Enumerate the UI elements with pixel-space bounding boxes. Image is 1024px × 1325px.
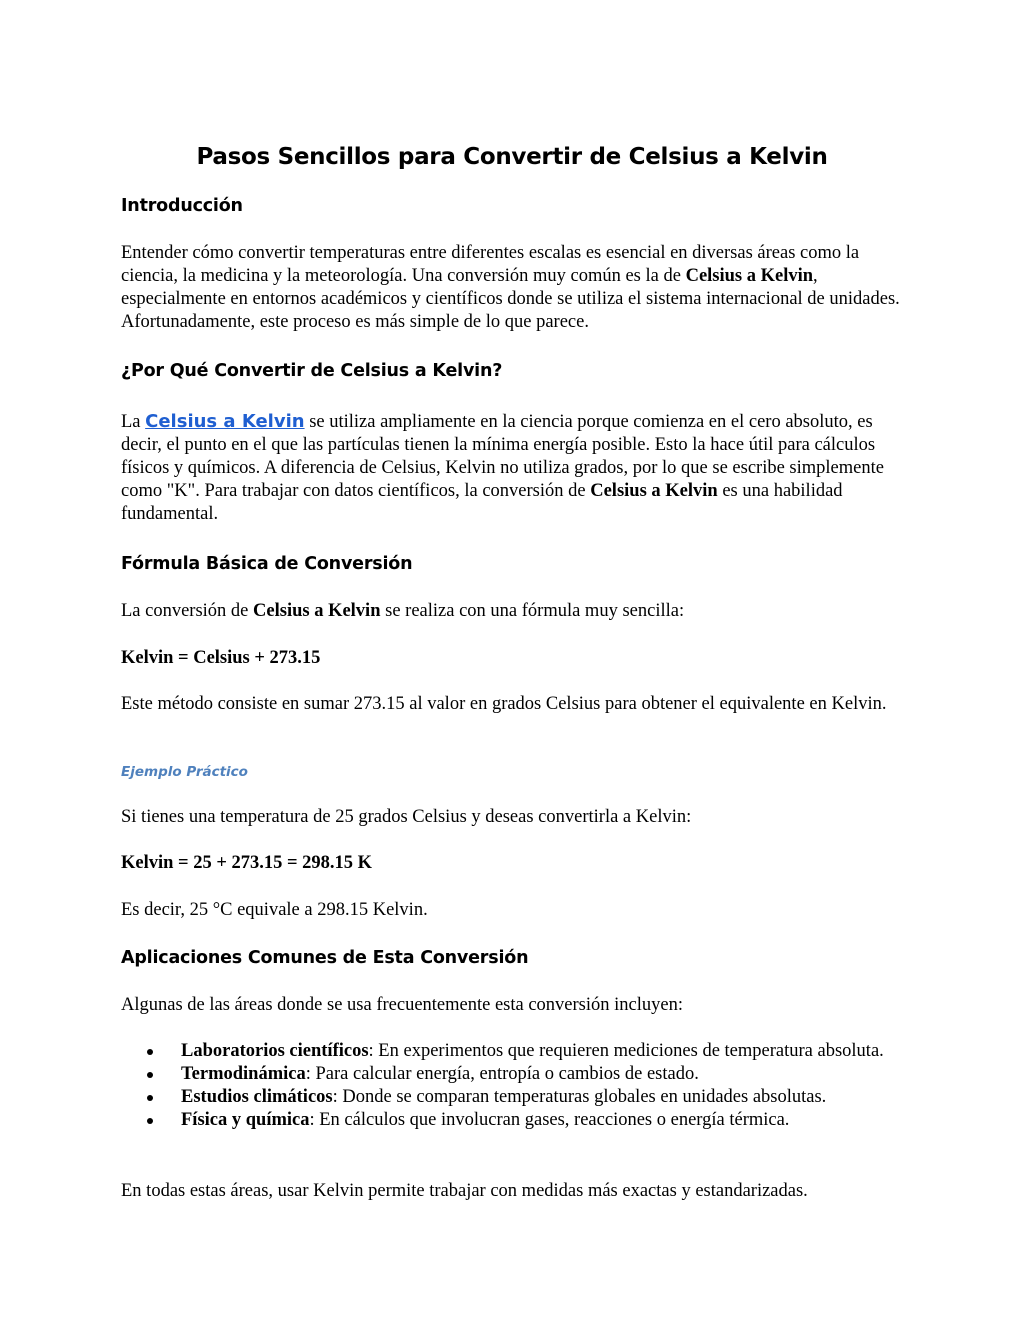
document-title: Pasos Sencillos para Convertir de Celsius a Kelvin bbox=[196, 144, 828, 170]
why-paragraph: La Celsius a Kelvin se utiliza ampliamente en la ciencia porque comienza en el cero absoluto, es decir, el punto en el que las partículas tienen la mínima energía posible. Esto la hace útil para cálculos físicos y químicos. A diferencia de Celsius, Kelvin no utiliza grados, por lo que se escribe simplemente como "K". Para trabajar con datos científicos, la conversión de Celsius a Kelvin es una habilidad fundamental. bbox=[121, 411, 884, 524]
why-bold-term: Celsius a Kelvin bbox=[590, 481, 718, 501]
heading-introduction: Introducción bbox=[121, 196, 243, 216]
formula-equation: Kelvin = Celsius + 273.15 bbox=[121, 648, 321, 668]
example-result: Es decir, 25 °C equivale a 298.15 Kelvin. bbox=[121, 900, 428, 920]
example-equation: Kelvin = 25 + 273.15 = 298.15 K bbox=[121, 853, 373, 873]
applications-list bbox=[121, 1040, 911, 1132]
intro-bold-term: Celsius a Kelvin bbox=[685, 266, 814, 286]
celsius-kelvin-link[interactable]: Celsius a Kelvin bbox=[145, 411, 305, 432]
list-item: Laboratorios científicos: En experimentos que requieren mediciones de temperatura absoluta. bbox=[121, 1040, 911, 1063]
bullet-icon bbox=[147, 1118, 153, 1124]
heading-example: Ejemplo Práctico bbox=[121, 764, 248, 780]
intro-paragraph: Entender cómo convertir temperaturas entre diferentes escalas es esencial en diversas áreas como la ciencia, la medicina y la meteorología. Una conversión muy común es la de Celsius a Kelvin, especialmente en entornos académicos y científicos donde se utiliza el sistema internacional de unidades. Afortunadamente, este proceso es más simple de lo que parece. bbox=[121, 243, 900, 332]
heading-why-convert: ¿Por Qué Convertir de Celsius a Kelvin? bbox=[121, 361, 503, 381]
formula-paragraph: La conversión de Celsius a Kelvin se realiza con una fórmula muy sencilla: bbox=[121, 601, 685, 621]
heading-applications: Aplicaciones Comunes de Esta Conversión bbox=[121, 948, 529, 968]
formula-explanation: Este método consiste en sumar 273.15 al valor en grados Celsius para obtener el equivalente en Kelvin. bbox=[121, 694, 887, 714]
bullet-icon bbox=[147, 1049, 153, 1055]
heading-formula: Fórmula Básica de Conversión bbox=[121, 554, 413, 574]
closing-paragraph: En todas estas áreas, usar Kelvin permite trabajar con medidas más exactas y estandarizadas. bbox=[121, 1181, 808, 1201]
bullet-icon bbox=[147, 1072, 153, 1078]
example-paragraph: Si tienes una temperatura de 25 grados Celsius y deseas convertirla a Kelvin: bbox=[121, 807, 692, 827]
applications-intro: Algunas de las áreas donde se usa frecuentemente esta conversión incluyen: bbox=[121, 995, 683, 1015]
list-item: Estudios climáticos: Donde se comparan temperaturas globales en unidades absolutas. bbox=[121, 1086, 911, 1109]
formula-bold-term: Celsius a Kelvin bbox=[253, 601, 381, 621]
list-item: Termodinámica: Para calcular energía, entropía o cambios de estado. bbox=[121, 1063, 911, 1086]
bullet-icon bbox=[147, 1095, 153, 1101]
list-item: Física y química: En cálculos que involucran gases, reacciones o energía térmica. bbox=[121, 1109, 911, 1132]
